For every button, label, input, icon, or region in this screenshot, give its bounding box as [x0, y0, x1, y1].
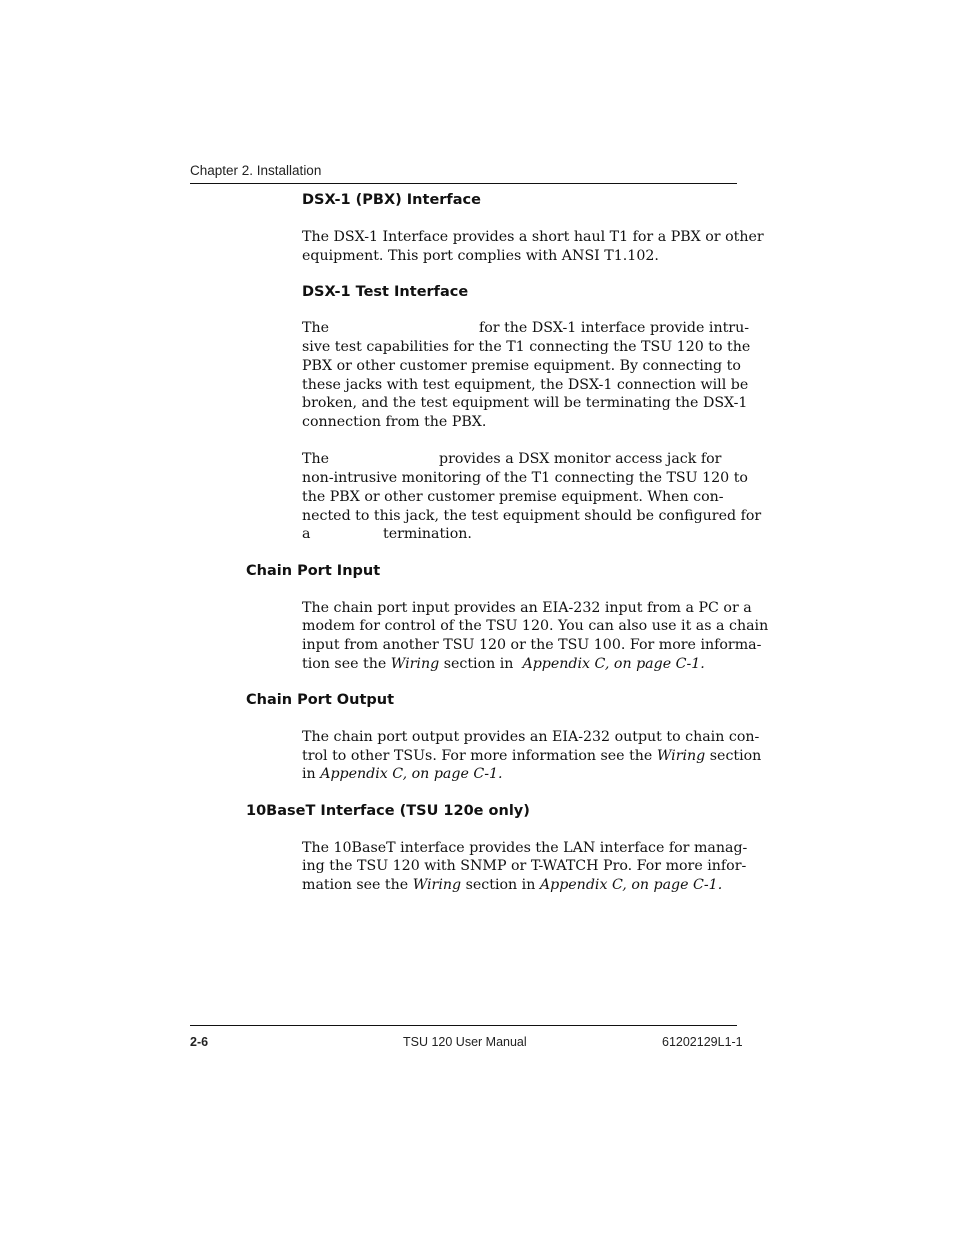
body-line: [302, 656, 705, 672]
body-line: sive test capabilities for the T1 connecting the TSU 120 to the: [302, 339, 751, 355]
body-line: connection from the PBX.: [302, 414, 487, 430]
body-line: the PBX or other customer premise equipment. When con-: [302, 489, 724, 505]
body-line: [302, 766, 503, 782]
appendix-reference: Appendix C, on page C-1.: [522, 656, 705, 672]
manual-title: TSU 120 User Manual: [403, 1035, 527, 1049]
body-line: broken, and the test equipment will be terminating the DSX-1: [302, 395, 748, 411]
body-line: The DSX-1 Interface provides a short haul T1 for a PBX or other: [302, 229, 764, 245]
section-heading-chain-port-output: Chain Port Output: [246, 692, 395, 708]
body-line: The chain port output provides an EIA-232 output to chain con-: [302, 729, 760, 745]
body-text: section in: [465, 877, 536, 893]
body-line: The: [302, 451, 329, 467]
body-line: equipment. This port complies with ANSI T1.102.: [302, 248, 659, 264]
body-line: modem for control of the TSU 120. You can also use it as a chain: [302, 618, 769, 634]
part-number: 61202129L1-1: [662, 1035, 743, 1049]
body-text: section: [709, 748, 762, 764]
body-line: input from another TSU 120 or the TSU 100. For more informa-: [302, 637, 762, 653]
running-header: Chapter 2. Installation: [190, 163, 322, 178]
header-rule: [190, 183, 737, 184]
page-number: 2-6: [190, 1035, 209, 1049]
body-line: [302, 748, 761, 764]
body-line: ing the TSU 120 with SNMP or T-WATCH Pro. For more infor-: [302, 858, 747, 874]
section-heading-dsx1-test: DSX-1 Test Interface: [302, 284, 469, 300]
appendix-reference: Appendix C, on page C-1.: [320, 766, 503, 782]
body-line: for the DSX-1 interface provide intru-: [479, 320, 749, 336]
body-text: mation see the: [302, 877, 409, 893]
body-line: a: [302, 526, 311, 542]
body-line: provides a DSX monitor access jack for: [439, 451, 722, 467]
body-line: The chain port input provides an EIA-232 input from a PC or a: [302, 600, 752, 616]
body-line: non-intrusive monitoring of the T1 connecting the TSU 120 to: [302, 470, 748, 486]
body-text: trol to other TSUs. For more information see the: [302, 748, 653, 764]
footer-rule: [190, 1025, 737, 1026]
body-text: in: [302, 766, 316, 782]
body-text: section in: [443, 656, 514, 672]
body-line: [302, 877, 722, 893]
body-line: these jacks with test equipment, the DSX-1 connection will be: [302, 377, 749, 393]
body-line: The 10BaseT interface provides the LAN interface for manag-: [302, 840, 748, 856]
section-heading-dsx1-pbx: DSX-1 (PBX) Interface: [302, 192, 481, 208]
wiring-reference: Wiring: [656, 748, 706, 764]
wiring-reference: Wiring: [412, 877, 462, 893]
body-line: termination.: [383, 526, 472, 542]
section-heading-10baset: 10BaseT Interface (TSU 120e only): [246, 803, 530, 819]
body-line: The: [302, 320, 329, 336]
body-line: PBX or other customer premise equipment. By connecting to: [302, 358, 741, 374]
appendix-reference: Appendix C, on page C-1.: [539, 877, 723, 893]
section-heading-chain-port-input: Chain Port Input: [246, 563, 381, 579]
body-line: nected to this jack, the test equipment should be configured for: [302, 508, 762, 524]
body-text: tion see the: [302, 656, 387, 672]
wiring-reference: Wiring: [390, 656, 440, 672]
